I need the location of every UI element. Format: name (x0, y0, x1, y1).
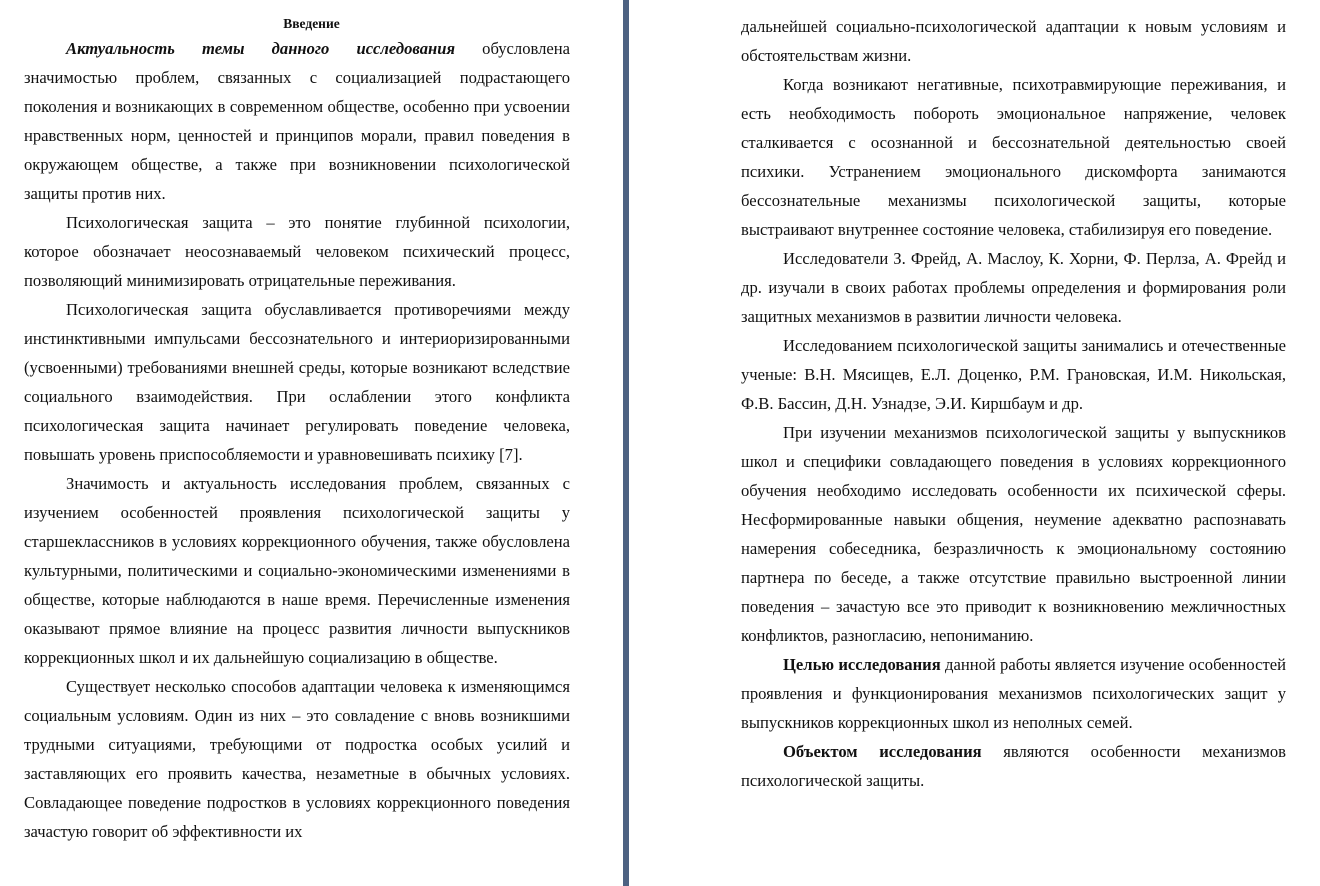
paragraph: Исследователи З. Фрейд, А. Маслоу, К. Хорни, Ф. Перлза, А. Фрейд и др. изучали в своих работах проблемы определения и формирования роли защитных механизмов в развитии личности человека. (741, 249, 1286, 326)
paragraph: При изучении механизмов психологической защиты у выпускников школ и специфики совладающего поведения в условиях коррекционного обучения необходимо исследовать особенности их психической сферы. Несформированные навыки общения, неумение адекватно распознавать намерения собеседника, безразличность к эмоциональному состоянию партнера по беседе, а также отсутствие правильно выстроенной линии поведения – зачастую все это приводит к возникновению межличностных конфликтов, разногласию, непониманию. (741, 423, 1286, 645)
right-page-text (741, 12, 1286, 795)
paragraph: Когда возникают негативные, психотравмирующие переживания, и есть необходимость побороть эмоциональное напряжение, человек сталкивается с осознанной и бессознательной деятельностью своей психики. Устранением эмоционального дискомфорта занимаются бессознательные механизмы психологической защиты, которые выстраивают внутреннее состояние человека, стабилизируя его поведение. (741, 75, 1286, 239)
paragraph-lead-object: Объектом исследования (783, 742, 982, 761)
section-heading: Введение (283, 16, 340, 31)
paragraph: Значимость и актуальность исследования проблем, связанных с изучением особенностей проявления психологической защиты у старшеклассников в условиях коррекционного обучения, также обусловлена культурными, политическими и социально-экономическими изменениями в обществе, которые наблюдаются в наше время. Перечисленные изменения оказывают прямое влияние на процесс развития личности выпускников коррекционных школ и их дальнейшую социализацию в обществе. (24, 474, 570, 667)
paragraph: Существует несколько способов адаптации человека к изменяющимся социальным условиям. Один из них – это совладение с вновь возникшими трудными ситуациями, требующими от подростка особых усилий и заставляющих его проявить качества, незаметные в обычных условиях. Совладающее поведение подростков в условиях коррекционного поведения зачастую говорит об эффективности их (24, 677, 570, 841)
left-page (0, 0, 623, 886)
paragraph-lead-goal: Целью исследования (783, 655, 941, 674)
paragraph: Исследованием психологической защиты занимались и отечественные ученые: В.Н. Мясищев, Е.Л. Доценко, Р.М. Грановская, И.М. Никольская, Ф.В. Бассин, Д.Н. Узнадзе, Э.И. Киршбаум и др. (741, 336, 1286, 413)
left-page-text (24, 34, 570, 846)
paragraph-relevance: Актуальность темы данного исследования обусловлена значимостью проблем, связанных с социализацией подрастающего поколения и возникающих в современном обществе, особенно при усвоении нравственных норм, ценностей и принципов морали, правил поведения в окружающем обществе, а также при возникновении психологической защиты против них. (24, 39, 570, 203)
paragraph-goal: Целью исследования данной работы является изучение особенностей проявления и функционирования механизмов психологических защит у выпускников коррекционных школ из неполных семей. (741, 655, 1286, 732)
paragraph: Психологическая защита – это понятие глубинной психологии, которое обозначает неосознаваемый человеком психический процесс, позволяющий минимизировать отрицательные переживания. (24, 213, 570, 290)
paragraph-object: Объектом исследования являются особенности механизмов психологической защиты. (741, 742, 1286, 790)
right-page (629, 0, 1320, 886)
paragraph: Психологическая защита обуславливается противоречиями между инстинктивными импульсами бессознательного и интериоризированными (усвоенными) требованиями внешней среды, которые возникают вследствие социального взаимодействия. При ослаблении этого конфликта психологическая защита начинает регулировать поведение человека, повышать уровень приспособляемости и уравновешивать психику [7]. (24, 300, 570, 464)
paragraph-lead-relevance: Актуальность темы данного исследования (66, 39, 456, 58)
paragraph-continuation: дальнейшей социально-психологической адаптации к новым условиям и обстоятельствам жизни. (741, 17, 1286, 65)
